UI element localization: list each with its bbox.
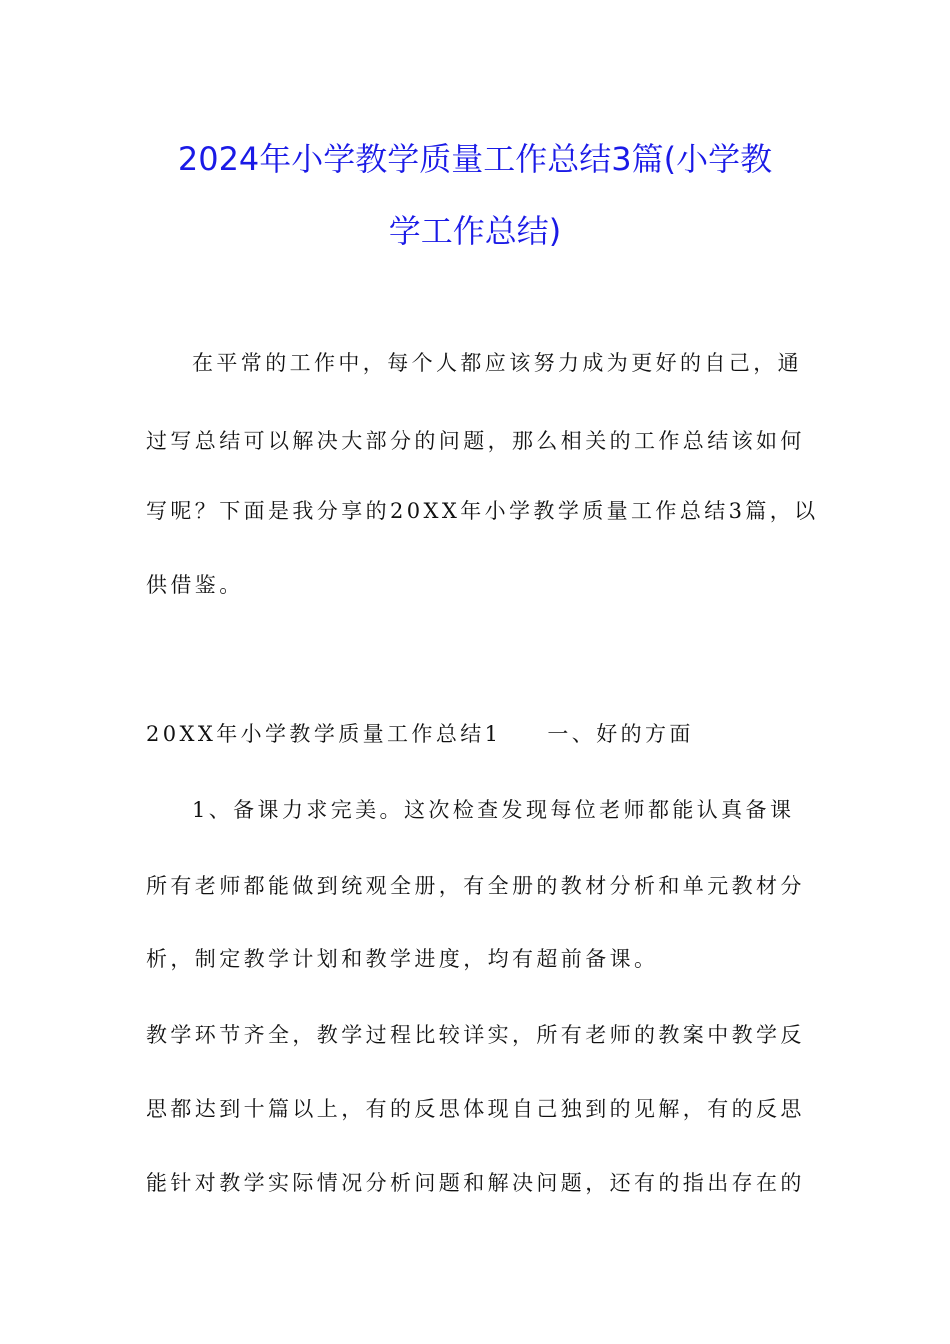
intro-paragraph-line: 写呢？下面是我分享的20XX年小学教学质量工作总结3篇，以	[146, 499, 819, 523]
section-heading-row	[146, 718, 694, 748]
body-paragraph-line: 1、备课力求完美。这次检查发现每位老师都能认真备课	[192, 798, 795, 822]
section-subheading: 一、好的方面	[547, 722, 694, 746]
intro-paragraph-line: 过写总结可以解决大部分的问题，那么相关的工作总结该如何	[146, 429, 805, 453]
body-paragraph-line: 能针对教学实际情况分析问题和解决问题，还有的指出存在的	[146, 1171, 805, 1195]
document-title-line-2: 学工作总结)	[388, 212, 562, 250]
body-paragraph-line: 析，制定教学计划和教学进度，均有超前备课。	[146, 947, 659, 971]
body-paragraph-line: 教学环节齐全，教学过程比较详实，所有老师的教案中教学反	[146, 1023, 805, 1047]
body-paragraph-line: 所有老师都能做到统观全册，有全册的教材分析和单元教材分	[146, 874, 805, 898]
section-heading: 20XX年小学教学质量工作总结1	[146, 722, 502, 746]
document-title-line-1: 2024年小学教学质量工作总结3篇(小学教	[177, 140, 773, 178]
intro-paragraph-line: 在平常的工作中，每个人都应该努力成为更好的自己，通	[192, 351, 802, 375]
body-paragraph-line: 思都达到十篇以上，有的反思体现自己独到的见解，有的反思	[146, 1097, 805, 1121]
intro-paragraph-line: 供借鉴。	[146, 573, 244, 597]
